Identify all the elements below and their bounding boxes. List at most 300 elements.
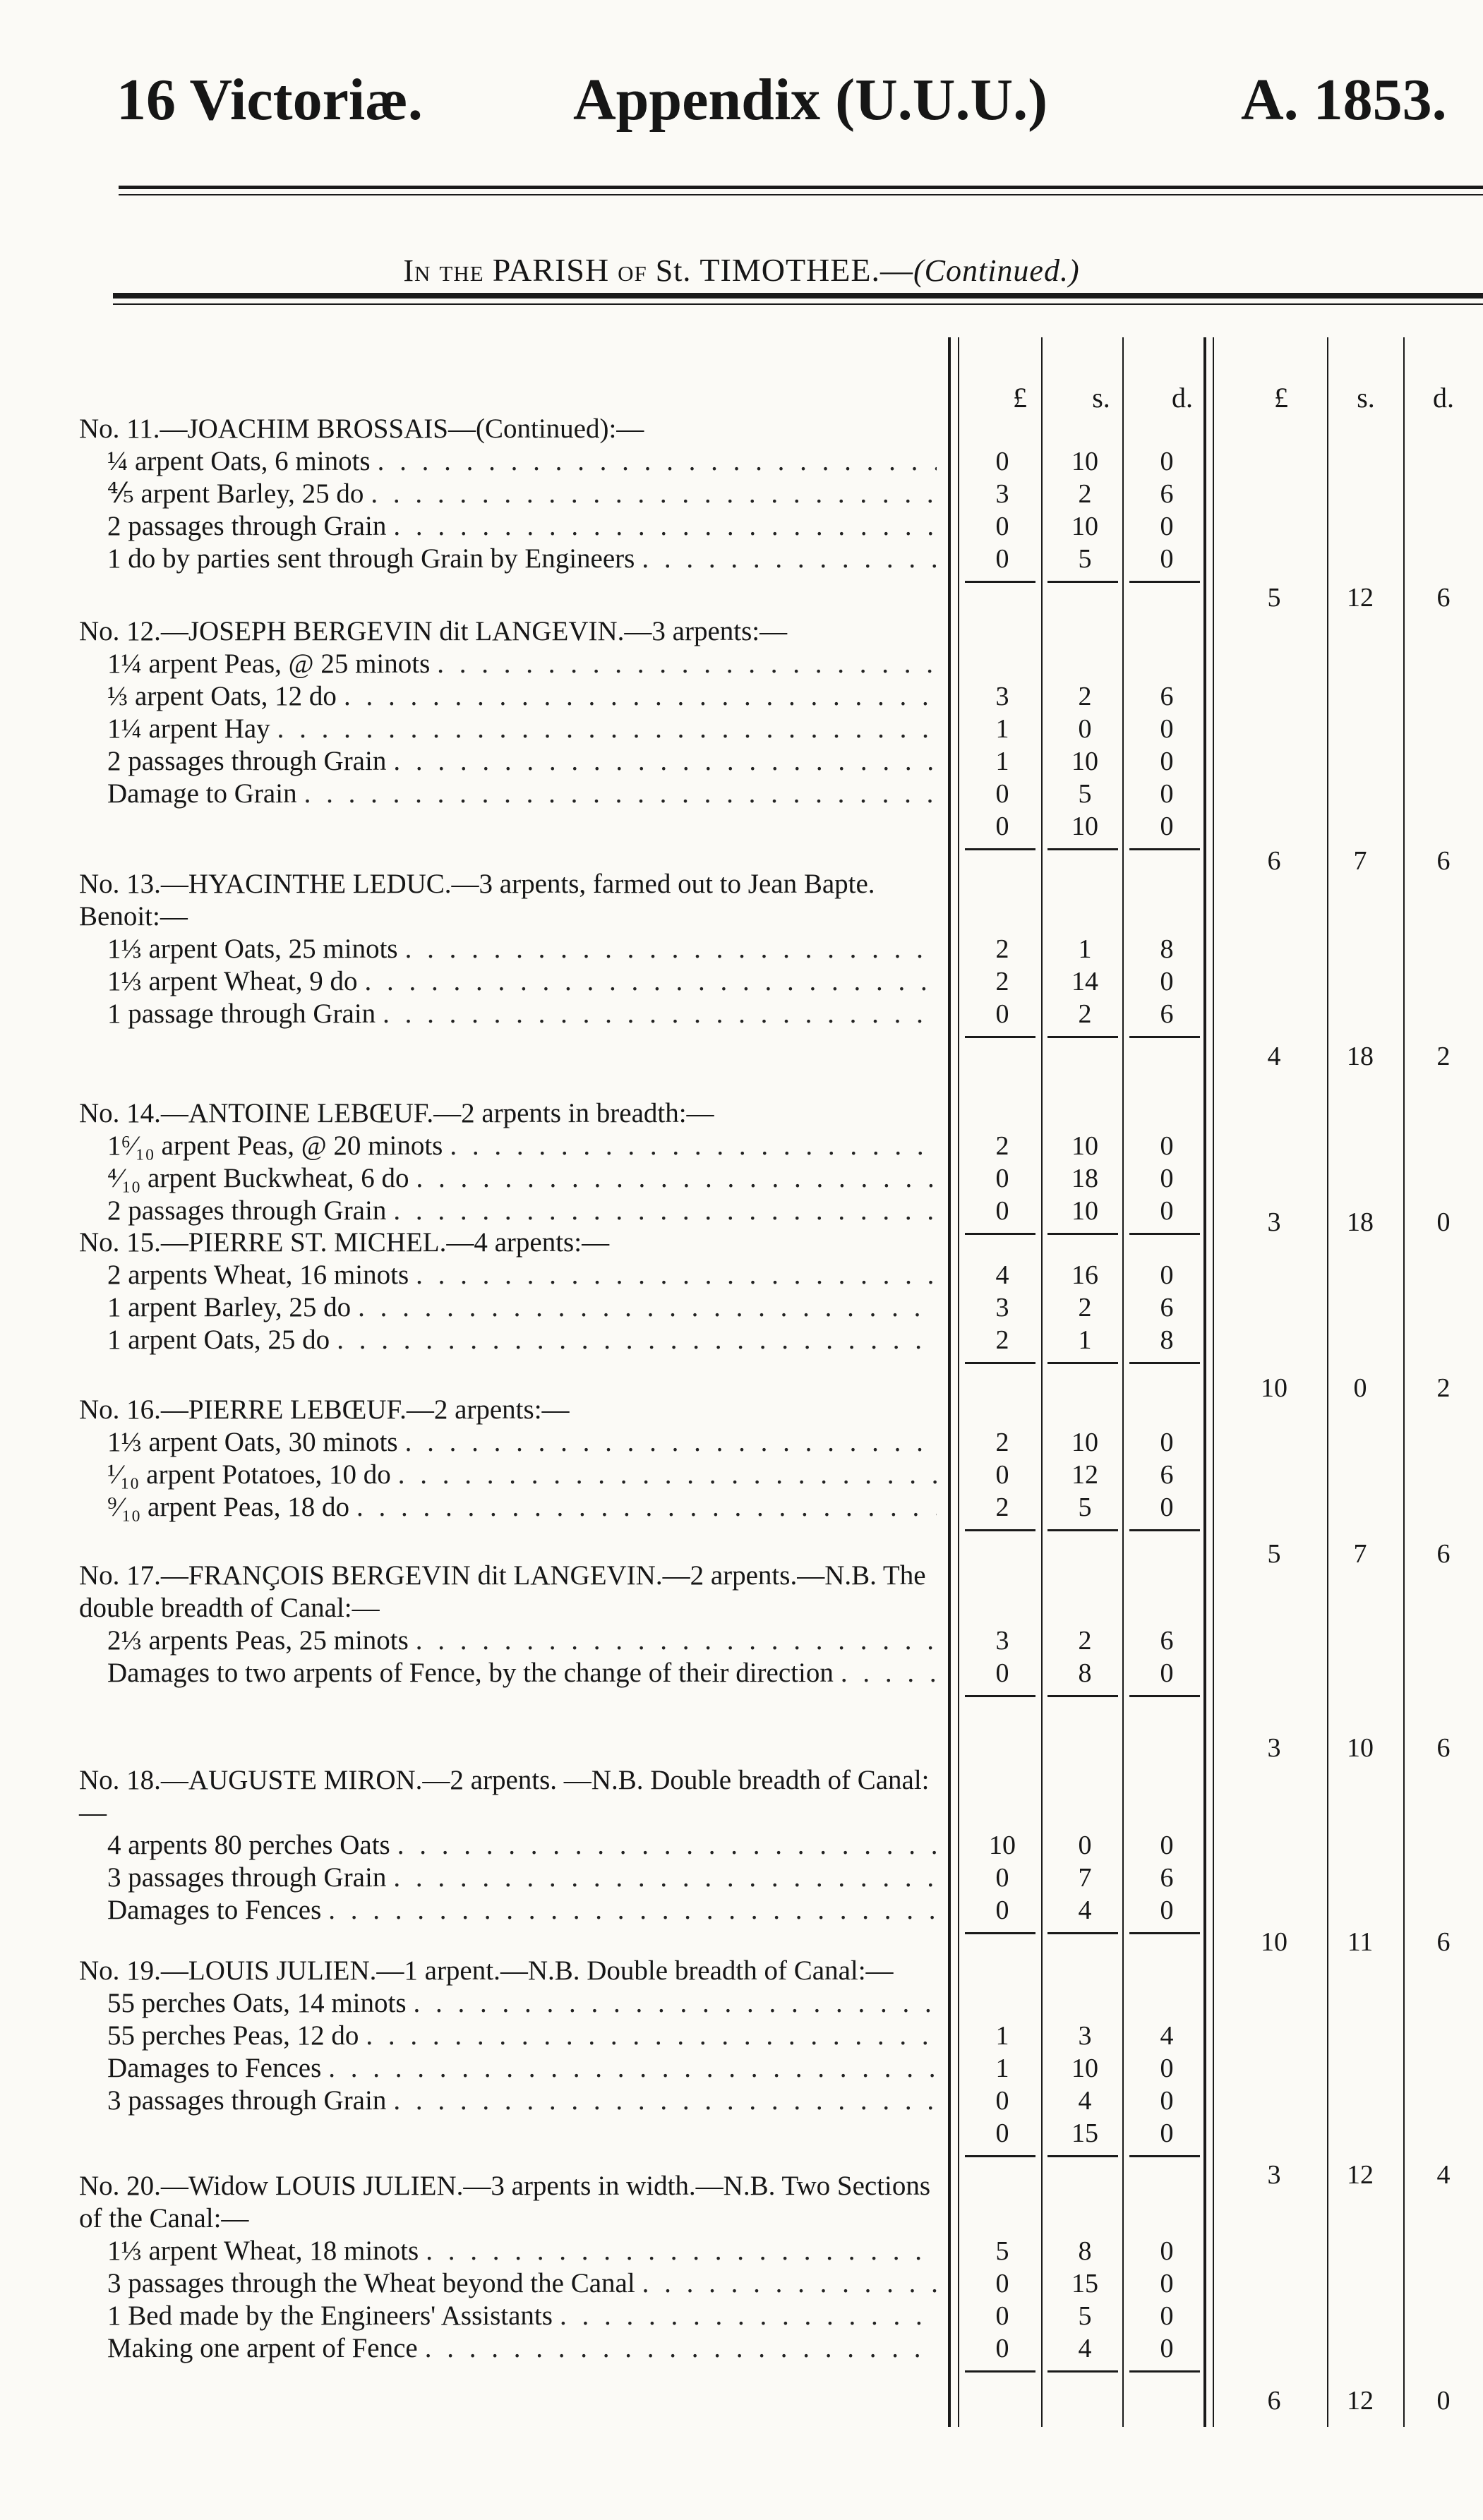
item-shillings: 2 bbox=[1078, 1626, 1092, 1656]
total-pence: 0 bbox=[1436, 2386, 1451, 2416]
entry-item-label: 2 passages through Grain bbox=[107, 746, 387, 776]
total-pounds: 4 bbox=[1267, 1042, 1281, 1071]
entry-item-label: 1⅓ arpent Wheat, 18 minots bbox=[107, 2236, 419, 2266]
item-pounds: 0 bbox=[995, 1196, 1009, 1226]
total-pence: 6 bbox=[1436, 846, 1451, 876]
entry-heading: No. 11.—JOACHIM BROSSAIS—(Continued):— bbox=[79, 414, 644, 444]
subtotal-rule bbox=[1047, 848, 1118, 850]
subtotal-rule bbox=[965, 1362, 1035, 1364]
item-pence: 8 bbox=[1160, 1325, 1174, 1355]
item-shillings: 4 bbox=[1078, 1895, 1092, 1925]
total-pounds: 3 bbox=[1267, 2160, 1281, 2190]
entry-heading: No. 20.—Widow LOUIS JULIEN.—3 arpents in width.—N.B. Two Sections of the Canal:— bbox=[79, 2171, 931, 2233]
entry-item-label: 1⅓ arpent Oats, 30 minots bbox=[107, 1427, 398, 1457]
item-shillings: 10 bbox=[1071, 447, 1098, 476]
item-pounds: 0 bbox=[995, 1863, 1009, 1893]
entry-item-label: 2 passages through Grain bbox=[107, 1195, 387, 1226]
subtotal-rule bbox=[1129, 1362, 1200, 1364]
item-pence: 0 bbox=[1160, 1164, 1174, 1193]
entry-item bbox=[79, 1862, 937, 1894]
leader-dots bbox=[443, 1130, 937, 1162]
item-shillings: 4 bbox=[1078, 2334, 1092, 2363]
subtotal-rule bbox=[1047, 1529, 1118, 1531]
item-pence: 0 bbox=[1160, 1131, 1174, 1161]
leader-dots bbox=[297, 778, 937, 810]
item-shillings: 10 bbox=[1071, 812, 1098, 841]
total-shillings: 18 bbox=[1347, 1042, 1374, 1071]
section-title-name: TIMOTHEE.— bbox=[700, 252, 913, 288]
leader-dots bbox=[337, 680, 937, 713]
item-shillings: 10 bbox=[1071, 1131, 1098, 1161]
entry-item-label: 2⅓ arpents Peas, 25 minots bbox=[107, 1625, 409, 1656]
item-pence: 8 bbox=[1160, 934, 1174, 964]
leader-dots bbox=[409, 1259, 937, 1291]
item-pence: 0 bbox=[1160, 1428, 1174, 1457]
total-pence: 6 bbox=[1436, 1927, 1451, 1957]
item-pounds: 3 bbox=[995, 682, 1009, 711]
entry-item bbox=[79, 998, 937, 1030]
entry-item-label: 3 passages through Grain bbox=[107, 1862, 387, 1893]
item-pence: 0 bbox=[1160, 2054, 1174, 2083]
leader-dots bbox=[398, 1426, 937, 1459]
total-pence: 6 bbox=[1436, 1539, 1451, 1569]
item-pence: 0 bbox=[1160, 447, 1174, 476]
item-shillings: 10 bbox=[1071, 1196, 1098, 1226]
entry-heading: No. 12.—JOSEPH BERGEVIN dit LANGEVIN.—3 arpents:— bbox=[79, 616, 788, 646]
leader-dots bbox=[364, 478, 937, 510]
ledger-entry bbox=[79, 1394, 937, 1524]
total-shillings: 10 bbox=[1347, 1733, 1374, 1763]
entry-item-label: 55 perches Peas, 12 do bbox=[107, 2020, 359, 2051]
entry-item bbox=[79, 933, 937, 965]
item-pounds: 0 bbox=[995, 779, 1009, 809]
leader-dots bbox=[386, 745, 937, 778]
entry-item bbox=[79, 1324, 937, 1356]
item-pounds: 3 bbox=[995, 1626, 1009, 1656]
subtotal-rule bbox=[1129, 848, 1200, 850]
total-pounds: 6 bbox=[1267, 2386, 1281, 2416]
item-pounds: 2 bbox=[995, 934, 1009, 964]
section-title-continued: (Continued.) bbox=[913, 253, 1080, 288]
total-shillings: 18 bbox=[1347, 1207, 1374, 1237]
subtotal-rule bbox=[1129, 1529, 1200, 1531]
entry-item-label: 1⅓ arpent Wheat, 9 do bbox=[107, 966, 358, 996]
item-pence: 0 bbox=[1160, 779, 1174, 809]
item-pounds: 5 bbox=[995, 2236, 1009, 2266]
item-shillings: 10 bbox=[1071, 512, 1098, 541]
item-pounds: 0 bbox=[995, 2334, 1009, 2363]
item-pence: 0 bbox=[1160, 544, 1174, 574]
subtotal-rule bbox=[1047, 581, 1118, 583]
entry-item bbox=[79, 1657, 937, 1689]
item-shillings: 1 bbox=[1078, 934, 1092, 964]
entry-item bbox=[79, 2052, 937, 2085]
entry-heading: No. 18.—AUGUSTE MIRON.—2 arpents. —N.B. Double breadth of Canal:— bbox=[79, 1765, 930, 1828]
total-shillings: 12 bbox=[1347, 2160, 1374, 2190]
item-shillings: 2 bbox=[1078, 479, 1092, 509]
subtotal-rule bbox=[1129, 2370, 1200, 2373]
subtotal-rule bbox=[1129, 581, 1200, 583]
item-pounds: 0 bbox=[995, 447, 1009, 476]
subtotal-rule bbox=[965, 848, 1035, 850]
entry-item-label: ¹⁄₁₀ arpent Potatoes, 10 do bbox=[107, 1459, 391, 1490]
subtotal-rule bbox=[965, 1036, 1035, 1038]
item-pounds: 2 bbox=[995, 1131, 1009, 1161]
leader-dots bbox=[430, 648, 937, 680]
subtotal-rule bbox=[1047, 2155, 1118, 2157]
entry-item bbox=[79, 1459, 937, 1491]
item-pounds: 4 bbox=[995, 1260, 1009, 1290]
item-pence: 0 bbox=[1160, 1493, 1174, 1522]
entry-item bbox=[79, 965, 937, 998]
subtotal-rule bbox=[1129, 1036, 1200, 1038]
entry-heading: No. 16.—PIERRE LEBŒUF.—2 arpents:— bbox=[79, 1394, 570, 1425]
total-pence: 0 bbox=[1436, 1207, 1451, 1237]
item-pence: 6 bbox=[1160, 1863, 1174, 1893]
header-shillings: s. bbox=[1092, 382, 1110, 414]
item-shillings: 3 bbox=[1078, 2021, 1092, 2051]
leader-dots bbox=[321, 2052, 937, 2085]
item-shillings: 15 bbox=[1071, 2118, 1098, 2148]
item-pounds: 0 bbox=[995, 999, 1009, 1029]
item-pounds: 10 bbox=[989, 1831, 1016, 1860]
item-pounds: 1 bbox=[995, 2021, 1009, 2051]
item-pence: 6 bbox=[1160, 999, 1174, 1029]
section-title-of: of bbox=[618, 253, 647, 288]
entry-item bbox=[79, 1130, 937, 1162]
item-shillings: 7 bbox=[1078, 1863, 1092, 1893]
entry-item-label: 4 arpents 80 perches Oats bbox=[107, 1830, 390, 1860]
entry-item bbox=[79, 680, 937, 713]
leader-dots bbox=[270, 713, 937, 745]
leader-dots bbox=[371, 445, 937, 478]
entry-heading: No. 19.—LOUIS JULIEN.—1 arpent.—N.B. Double breadth of Canal:— bbox=[79, 1955, 894, 1986]
entry-item bbox=[79, 2085, 937, 2117]
item-pounds: 0 bbox=[995, 1658, 1009, 1688]
entry-item bbox=[79, 510, 937, 543]
item-shillings: 5 bbox=[1078, 1493, 1092, 1522]
item-shillings: 12 bbox=[1071, 1460, 1098, 1490]
item-shillings: 4 bbox=[1078, 2086, 1092, 2116]
leader-dots bbox=[418, 2332, 937, 2365]
item-shillings: 16 bbox=[1071, 1260, 1098, 1290]
item-pence: 0 bbox=[1160, 1831, 1174, 1860]
item-shillings: 1 bbox=[1078, 1325, 1092, 1355]
entry-item bbox=[79, 1624, 937, 1657]
leader-dots bbox=[330, 1324, 937, 1356]
total-pounds: 3 bbox=[1267, 1207, 1281, 1237]
section-title-parish: PARISH bbox=[492, 252, 610, 288]
leader-dots bbox=[351, 1291, 937, 1324]
total-shillings: 12 bbox=[1347, 2386, 1374, 2416]
header-rule-thin bbox=[119, 194, 1483, 195]
item-pence: 6 bbox=[1160, 479, 1174, 509]
item-shillings: 5 bbox=[1078, 544, 1092, 574]
column-rule bbox=[948, 337, 951, 2427]
entry-item-label: 1⁶⁄₁₀ arpent Peas, @ 20 minots bbox=[107, 1131, 443, 1161]
section-title-prefix: In the bbox=[403, 253, 484, 288]
item-shillings: 18 bbox=[1071, 1164, 1098, 1193]
total-shillings: 0 bbox=[1353, 1373, 1367, 1403]
item-shillings: 10 bbox=[1071, 1428, 1098, 1457]
item-pounds: 2 bbox=[995, 1325, 1009, 1355]
subtotal-rule bbox=[1047, 1932, 1118, 1934]
item-shillings: 5 bbox=[1078, 2301, 1092, 2331]
item-pence: 0 bbox=[1160, 2236, 1174, 2266]
item-pence: 6 bbox=[1160, 1460, 1174, 1490]
entry-heading: No. 13.—HYACINTHE LEDUC.—3 arpents, farmed out to Jean Bapte. Benoit:— bbox=[79, 869, 875, 932]
entry-item-label: 1 arpent Barley, 25 do bbox=[107, 1292, 352, 1322]
total-shillings: 11 bbox=[1347, 1927, 1374, 1957]
subtotal-rule bbox=[1129, 1932, 1200, 1934]
entry-item bbox=[79, 2235, 937, 2267]
header-total-pence: d. bbox=[1433, 382, 1454, 414]
subtotal-rule bbox=[1129, 1695, 1200, 1697]
section-title-st: St. bbox=[655, 253, 692, 288]
subtotal-rule bbox=[1047, 1695, 1118, 1697]
entry-item-label: ⁴⁄₁₀ arpent Buckwheat, 6 do bbox=[107, 1163, 409, 1193]
item-pounds: 0 bbox=[995, 812, 1009, 841]
entry-item bbox=[79, 2332, 937, 2365]
item-pence: 0 bbox=[1160, 1196, 1174, 1226]
ledger-entry bbox=[79, 1226, 937, 1356]
leader-dots bbox=[376, 998, 937, 1030]
entry-item-label: Making one arpent of Fence bbox=[107, 2333, 418, 2363]
entry-item bbox=[79, 2020, 937, 2052]
subtotal-rule bbox=[965, 2370, 1035, 2373]
leader-dots bbox=[635, 2267, 937, 2300]
total-pounds: 5 bbox=[1267, 1539, 1281, 1569]
entry-item bbox=[79, 1195, 937, 1227]
leader-dots bbox=[409, 1624, 937, 1657]
section-title bbox=[0, 251, 1483, 289]
item-pounds: 1 bbox=[995, 714, 1009, 744]
total-pounds: 6 bbox=[1267, 846, 1281, 876]
subtotal-rule bbox=[965, 1932, 1035, 1934]
subtotal-rule bbox=[965, 1233, 1035, 1235]
leader-dots bbox=[391, 1459, 937, 1491]
ledger-entry bbox=[79, 1097, 937, 1227]
item-shillings: 8 bbox=[1078, 2236, 1092, 2266]
entry-item-label: Damages to two arpents of Fence, by the change of their direction bbox=[107, 1658, 834, 1688]
total-pence: 6 bbox=[1436, 1733, 1451, 1763]
subtotal-rule bbox=[1047, 2370, 1118, 2373]
item-pounds: 3 bbox=[995, 479, 1009, 509]
leader-dots bbox=[358, 965, 937, 998]
entry-heading: No. 14.—ANTOINE LEBŒUF.—2 arpents in breadth:— bbox=[79, 1098, 714, 1128]
item-pence: 0 bbox=[1160, 512, 1174, 541]
entry-item bbox=[79, 1894, 937, 1927]
entry-item bbox=[79, 1426, 937, 1459]
item-pence: 0 bbox=[1160, 967, 1174, 996]
header-pence: d. bbox=[1172, 382, 1193, 414]
item-pence: 0 bbox=[1160, 2086, 1174, 2116]
total-pence: 2 bbox=[1436, 1042, 1451, 1071]
entry-item bbox=[79, 745, 937, 778]
item-pence: 0 bbox=[1160, 2118, 1174, 2148]
item-pounds: 1 bbox=[995, 747, 1009, 776]
entry-item-label: 55 perches Oats, 14 minots bbox=[107, 1988, 407, 2018]
total-shillings: 12 bbox=[1347, 583, 1374, 613]
ledger-entry bbox=[79, 868, 937, 1030]
total-pence: 2 bbox=[1436, 1373, 1451, 1403]
item-pence: 4 bbox=[1160, 2021, 1174, 2051]
total-pence: 6 bbox=[1436, 583, 1451, 613]
item-pounds: 0 bbox=[995, 1164, 1009, 1193]
entry-item bbox=[79, 1491, 937, 1524]
leader-dots bbox=[407, 1987, 937, 2020]
entry-item-label: Damages to Fences bbox=[107, 2053, 322, 2083]
entry-item-label: 2 arpents Wheat, 16 minots bbox=[107, 1260, 409, 1290]
leader-dots bbox=[386, 1195, 937, 1227]
header-total-shillings: s. bbox=[1357, 382, 1375, 414]
subtotal-rule bbox=[965, 1695, 1035, 1697]
entry-item-label: 1 Bed made by the Engineers' Assistants bbox=[107, 2301, 553, 2331]
ledger-entry bbox=[79, 413, 937, 575]
entry-heading: No. 17.—FRANÇOIS BERGEVIN dit LANGEVIN.—2 arpents.—N.B. The double breadth of Canal:— bbox=[79, 1560, 926, 1623]
item-pounds: 0 bbox=[995, 2118, 1009, 2148]
leader-dots bbox=[419, 2235, 937, 2267]
entry-item-label: 1 passage through Grain bbox=[107, 999, 376, 1029]
entry-item-label: 1⅓ arpent Oats, 25 minots bbox=[107, 934, 398, 964]
item-pounds: 0 bbox=[995, 544, 1009, 574]
leader-dots bbox=[359, 2020, 937, 2052]
item-pence: 0 bbox=[1160, 812, 1174, 841]
subtotal-rule bbox=[965, 581, 1035, 583]
item-pence: 0 bbox=[1160, 714, 1174, 744]
entry-item bbox=[79, 1291, 937, 1324]
total-pence: 4 bbox=[1436, 2160, 1451, 2190]
total-pounds: 10 bbox=[1261, 1373, 1287, 1403]
entry-item-label: Damage to Grain bbox=[107, 778, 297, 809]
entry-item-label: 1¼ arpent Hay bbox=[107, 713, 270, 744]
table-top-rule-thin bbox=[113, 303, 1483, 305]
item-shillings: 0 bbox=[1078, 1831, 1092, 1860]
item-shillings: 5 bbox=[1078, 779, 1092, 809]
entry-item bbox=[79, 478, 937, 510]
item-pence: 0 bbox=[1160, 2269, 1174, 2298]
leader-dots bbox=[635, 543, 937, 575]
ledger-entry bbox=[79, 2170, 937, 2365]
subtotal-rule bbox=[1047, 1036, 1118, 1038]
subtotal-rule bbox=[1047, 1233, 1118, 1235]
leader-dots bbox=[409, 1162, 937, 1195]
page-header-center: Appendix (U.U.U.) bbox=[573, 67, 1048, 133]
item-pounds: 0 bbox=[995, 1460, 1009, 1490]
entry-item-label: ⅓ arpent Oats, 12 do bbox=[107, 681, 337, 711]
entry-item-label: 3 passages through Grain bbox=[107, 2085, 387, 2116]
subtotal-rule bbox=[1047, 1362, 1118, 1364]
leader-dots bbox=[834, 1657, 937, 1689]
entry-item bbox=[79, 778, 937, 810]
total-pounds: 3 bbox=[1267, 1733, 1281, 1763]
page-header-right: A. 1853. bbox=[1241, 67, 1447, 133]
entry-item bbox=[79, 648, 937, 680]
item-pounds: 2 bbox=[995, 1428, 1009, 1457]
entry-item-label: Damages to Fences bbox=[107, 1895, 322, 1925]
entry-item bbox=[79, 713, 937, 745]
entry-item bbox=[79, 2300, 937, 2332]
item-pounds: 0 bbox=[995, 2301, 1009, 2331]
subtotal-rule bbox=[1129, 2155, 1200, 2157]
item-pounds: 3 bbox=[995, 1293, 1009, 1322]
table-top-rule-thick bbox=[113, 293, 1483, 299]
entry-heading: No. 15.—PIERRE ST. MICHEL.—4 arpents:— bbox=[79, 1227, 610, 1258]
header-total-pounds: £ bbox=[1274, 382, 1288, 414]
item-pence: 0 bbox=[1160, 2301, 1174, 2331]
page-header-left: 16 Victoriæ. bbox=[116, 67, 423, 133]
item-shillings: 15 bbox=[1071, 2269, 1098, 2298]
item-shillings: 2 bbox=[1078, 1293, 1092, 1322]
total-pounds: 10 bbox=[1261, 1927, 1287, 1957]
leader-dots bbox=[398, 933, 937, 965]
column-rule bbox=[1213, 337, 1214, 2427]
item-pounds: 1 bbox=[995, 2054, 1009, 2083]
leader-dots bbox=[386, 510, 937, 543]
leader-dots bbox=[349, 1491, 937, 1524]
subtotal-rule bbox=[965, 1529, 1035, 1531]
entry-item bbox=[79, 1162, 937, 1195]
item-shillings: 10 bbox=[1071, 2054, 1098, 2083]
header-rule-thick bbox=[119, 186, 1483, 189]
leader-dots bbox=[390, 1829, 937, 1862]
item-shillings: 8 bbox=[1078, 1658, 1092, 1688]
item-pounds: 0 bbox=[995, 2269, 1009, 2298]
total-shillings: 7 bbox=[1353, 846, 1367, 876]
entry-item bbox=[79, 1829, 937, 1862]
entry-item-label: ⅘ arpent Barley, 25 do bbox=[107, 478, 364, 509]
column-rule bbox=[1041, 337, 1043, 2427]
item-pence: 6 bbox=[1160, 1293, 1174, 1322]
column-rule bbox=[958, 337, 959, 2427]
total-shillings: 7 bbox=[1353, 1539, 1367, 1569]
leader-dots bbox=[386, 1862, 937, 1894]
leader-dots bbox=[386, 2085, 937, 2117]
item-shillings: 2 bbox=[1078, 999, 1092, 1029]
item-shillings: 0 bbox=[1078, 714, 1092, 744]
item-shillings: 14 bbox=[1071, 967, 1098, 996]
item-pence: 0 bbox=[1160, 1260, 1174, 1290]
entry-item bbox=[79, 2267, 937, 2300]
item-pence: 0 bbox=[1160, 2334, 1174, 2363]
entry-item-label: ⁹⁄₁₀ arpent Peas, 18 do bbox=[107, 1492, 349, 1522]
item-pence: 6 bbox=[1160, 682, 1174, 711]
item-pounds: 0 bbox=[995, 2086, 1009, 2116]
item-pounds: 0 bbox=[995, 512, 1009, 541]
entry-item bbox=[79, 445, 937, 478]
entry-item-label: 1 do by parties sent through Grain by Engineers bbox=[107, 543, 635, 574]
leader-dots bbox=[553, 2300, 937, 2332]
entry-item-label: ¼ arpent Oats, 6 minots bbox=[107, 446, 371, 476]
ledger-entry bbox=[79, 615, 937, 810]
entry-item-label: 1 arpent Oats, 25 do bbox=[107, 1325, 330, 1355]
leader-dots bbox=[321, 1894, 937, 1927]
header-pounds: £ bbox=[1013, 382, 1027, 414]
entry-item-label: 1¼ arpent Peas, @ 25 minots bbox=[107, 649, 431, 679]
item-pounds: 2 bbox=[995, 1493, 1009, 1522]
item-pence: 6 bbox=[1160, 1626, 1174, 1656]
item-pence: 0 bbox=[1160, 747, 1174, 776]
entry-item-label: 3 passages through the Wheat beyond the Canal bbox=[107, 2268, 635, 2298]
total-pounds: 5 bbox=[1267, 583, 1281, 613]
entry-item-label: 2 passages through Grain bbox=[107, 511, 387, 541]
subtotal-rule bbox=[1129, 1233, 1200, 1235]
item-pence: 0 bbox=[1160, 1895, 1174, 1925]
entry-item bbox=[79, 1987, 937, 2020]
entry-item bbox=[79, 1259, 937, 1291]
subtotal-rule bbox=[965, 2155, 1035, 2157]
ledger-entry bbox=[79, 1560, 937, 1689]
